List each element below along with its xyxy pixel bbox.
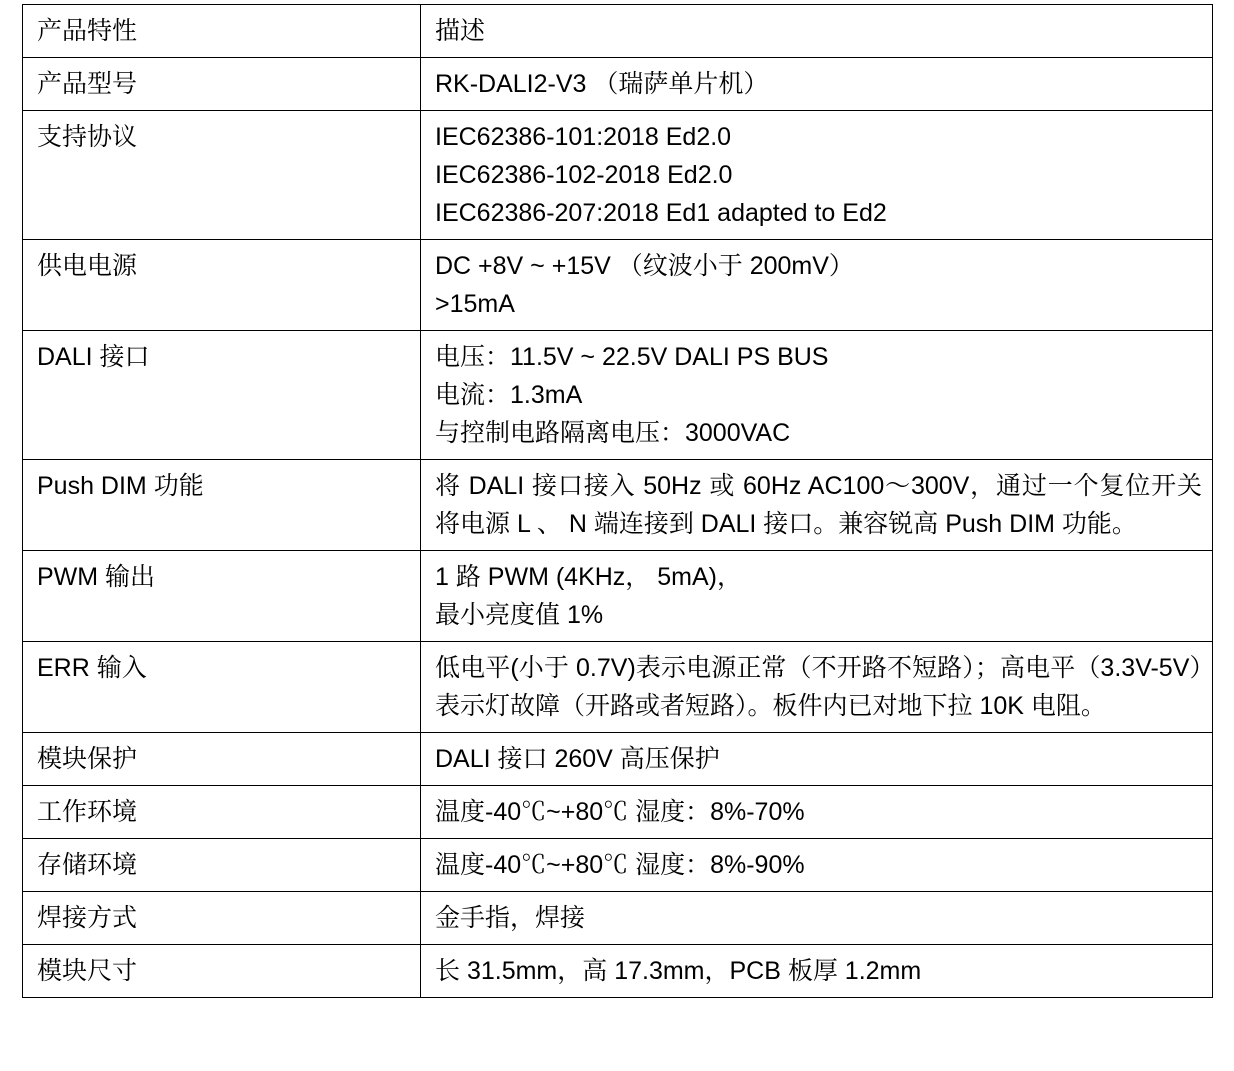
table-row — [23, 111, 1213, 240]
table-row — [23, 733, 1213, 786]
feature-description — [421, 331, 1213, 460]
description-line: 将 DALI 接口接入 50Hz 或 60Hz AC100～300V，通过一个复位开关将电源 L 、 N 端连接到 DALI 接口。兼容锐高 Push DIM 功能。 — [435, 472, 1202, 538]
description-line: 与控制电路隔离电压：3000VAC — [435, 419, 791, 447]
feature-description — [421, 733, 1213, 786]
feature-description — [421, 892, 1213, 945]
feature-description — [421, 240, 1213, 331]
description-line: 电压：11.5V ~ 22.5V DALI PS BUS — [435, 343, 829, 371]
description-line: 长 31.5mm，高 17.3mm，PCB 板厚 1.2mm — [435, 957, 922, 985]
feature-label: ERR 输入 — [23, 642, 421, 733]
feature-label: 存储环境 — [23, 839, 421, 892]
feature-label: 工作环境 — [23, 786, 421, 839]
description-line: IEC62386-102-2018 Ed2.0 — [435, 161, 733, 189]
table-row — [23, 642, 1213, 733]
table-row — [23, 839, 1213, 892]
feature-label: 供电电源 — [23, 240, 421, 331]
description-line: IEC62386-207:2018 Ed1 adapted to Ed2 — [435, 199, 887, 227]
description-line: 1 路 PWM (4KHz， 5mA)， — [435, 563, 742, 591]
description-line: 电流：1.3mA — [435, 381, 583, 409]
feature-description — [421, 642, 1213, 733]
table-row — [23, 551, 1213, 642]
description-line: 温度-40℃~+80℃ 湿度：8%-90% — [435, 851, 805, 879]
feature-description — [421, 111, 1213, 240]
description-line: RK-DALI2-V3 （瑞萨单片机） — [435, 70, 769, 98]
feature-label: 焊接方式 — [23, 892, 421, 945]
feature-description — [421, 460, 1213, 551]
feature-label: 模块保护 — [23, 733, 421, 786]
table-header-row — [23, 5, 1213, 58]
feature-label: 模块尺寸 — [23, 945, 421, 998]
feature-label: 产品型号 — [23, 58, 421, 111]
table-row — [23, 58, 1213, 111]
feature-description — [421, 58, 1213, 111]
description-line: 温度-40℃~+80℃ 湿度：8%-70% — [435, 798, 805, 826]
description-line: 低电平(小于 0.7V)表示电源正常（不开路不短路）；高电平（3.3V-5V）表示灯故障（开路或者短路）。板件内已对地下拉 10K 电阻。 — [435, 654, 1202, 720]
feature-label: DALI 接口 — [23, 331, 421, 460]
feature-description — [421, 786, 1213, 839]
feature-description — [421, 839, 1213, 892]
table-row — [23, 460, 1213, 551]
feature-description — [421, 945, 1213, 998]
table-row — [23, 945, 1213, 998]
table-row — [23, 331, 1213, 460]
product-specification-table — [22, 4, 1213, 998]
table-row — [23, 892, 1213, 945]
table-row — [23, 240, 1213, 331]
description-line: >15mA — [435, 290, 515, 318]
description-line: DALI 接口 260V 高压保护 — [435, 745, 720, 773]
table-row — [23, 786, 1213, 839]
column-header-description: 描述 — [421, 5, 1213, 58]
feature-label: Push DIM 功能 — [23, 460, 421, 551]
feature-label: PWM 输出 — [23, 551, 421, 642]
table-body — [23, 5, 1213, 998]
description-line: 金手指，焊接 — [435, 904, 586, 932]
feature-label: 支持协议 — [23, 111, 421, 240]
feature-description — [421, 551, 1213, 642]
description-line: DC +8V ~ +15V （纹波小于 200mV） — [435, 252, 854, 280]
description-line: 最小亮度值 1% — [435, 601, 604, 629]
description-line: IEC62386-101:2018 Ed2.0 — [435, 123, 732, 151]
column-header-feature: 产品特性 — [23, 5, 421, 58]
